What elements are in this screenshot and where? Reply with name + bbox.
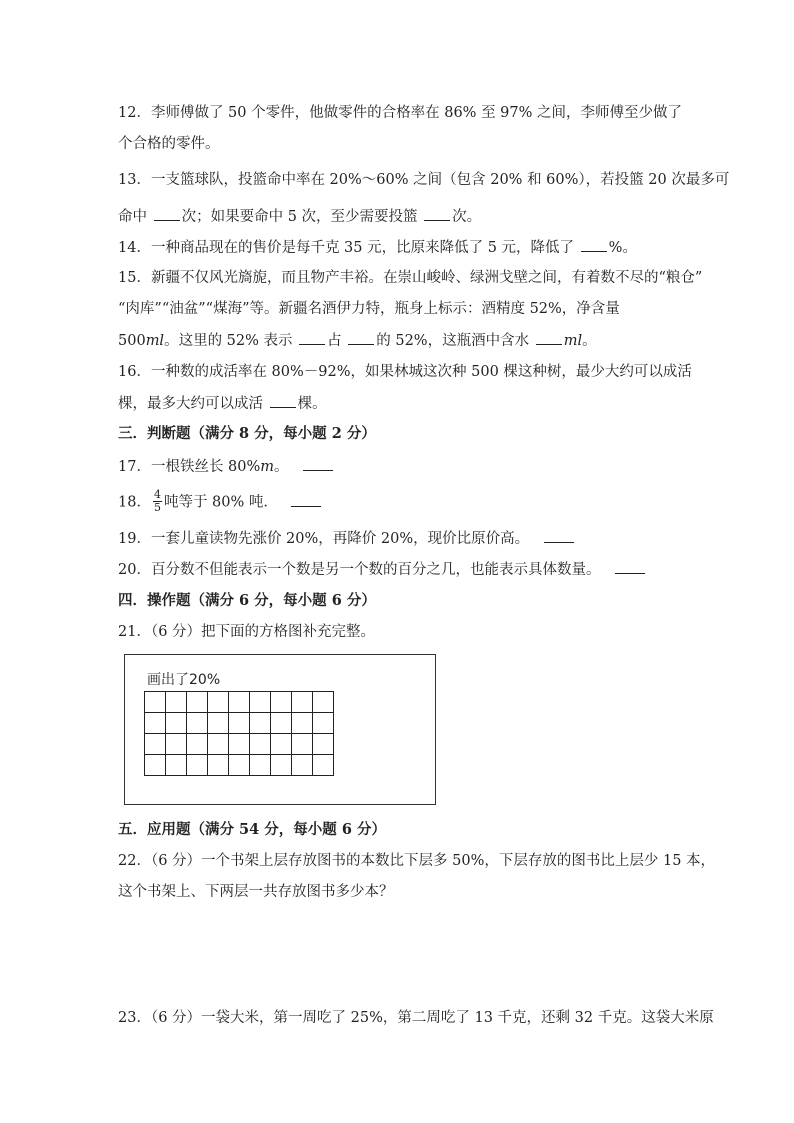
grid-cell[interactable] [271,713,292,734]
question-16-line1: 16．一种数的成活率在 80%－92%，如果林城这次种 500 棵这种树，最少大约可以成活 [118,364,692,380]
q16-text-a: 棵，最多大约可以成活 [118,396,263,412]
q19-text: 19．一套儿童读物先涨价 20%，再降价 20%，现价比原价高。 [118,531,530,547]
question-22-line1: 22．（6 分）一个书架上层存放图书的本数比下层多 50%，下层存放的图书比上层少 15 本， [118,853,716,869]
grid-caption: 画出了20% [147,672,221,688]
question-12-line2 [118,134,220,154]
q15-unit: ml [145,333,165,349]
answer-blank[interactable] [536,330,562,345]
answer-blank[interactable] [581,237,607,252]
q15-text-b: 。这里的 52% 表示 [164,333,293,349]
question-23-line1: 23．（6 分）一袋大米，第一周吃了 25%，第二周吃了 13 千克，还剩 32 千克。这袋大米原 [118,1010,714,1026]
question-14 [118,237,637,258]
grid-cell[interactable] [208,713,229,734]
grid-cell[interactable] [292,734,313,755]
grid-cell[interactable] [229,734,250,755]
answer-blank[interactable] [303,456,333,471]
grid-cell[interactable] [145,755,166,776]
fraction-denominator: 5 [153,501,161,514]
question-19 [118,528,576,549]
grid-cell[interactable] [166,713,187,734]
answer-blank[interactable] [291,492,321,507]
q13-text-c: 次。 [452,209,482,225]
grid-cell[interactable] [229,692,250,713]
fraction-numerator: 4 [153,488,161,501]
question-15-line3 [118,330,597,351]
grid-cell[interactable] [166,755,187,776]
grid-cell[interactable] [145,713,166,734]
grid-cell[interactable] [208,734,229,755]
square-grid[interactable] [144,691,334,777]
q15-text-d: 的 52%，这瓶酒中含水 [376,333,530,349]
question-17 [118,456,335,477]
grid-cell[interactable] [187,734,208,755]
grid-cell[interactable] [208,692,229,713]
answer-blank[interactable] [154,206,180,221]
question-21: 21．（6 分）把下面的方格图补充完整。 [118,624,376,640]
question-15-line1: 15．新疆不仅风光旖旎，而且物产丰裕。在崇山峻岭、绿洲戈壁之间，有着数不尽的“粮仓” [118,270,703,286]
grid-cell[interactable] [166,734,187,755]
grid-cell[interactable] [145,692,166,713]
grid-cell[interactable] [292,755,313,776]
question-12-text: 个合格的零件。 [118,136,220,152]
grid-cell[interactable] [313,713,334,734]
answer-blank[interactable] [615,559,645,574]
q18-text-b: 吨等于 80% 吨． [163,494,278,511]
q15-text-c: 占 [327,333,342,349]
answer-blank[interactable] [299,330,325,345]
grid-cell[interactable] [187,692,208,713]
q17-unit: m [260,459,275,475]
section-4-heading: 四．操作题（满分 6 分，每小题 6 分） [118,592,376,609]
q17-text-b: 。 [274,459,289,475]
question-20 [118,559,647,580]
answer-blank[interactable] [348,330,374,345]
question-16-line2 [118,393,327,414]
answer-blank[interactable] [270,393,296,408]
q20-text: 20．百分数不但能表示一个数是另一个数的百分之几，也能表示具体数量。 [118,562,601,578]
section-3-heading: 三．判断题（满分 8 分，每小题 2 分） [118,425,376,442]
grid-cell[interactable] [271,734,292,755]
grid-cell[interactable] [313,734,334,755]
q13-text-a: 命中 [118,209,147,225]
grid-cell[interactable] [250,713,271,734]
question-18 [118,490,323,515]
question-22-line2: 这个书架上、下两层一共存放图书多少本？ [118,884,394,900]
grid-cell[interactable] [229,755,250,776]
question-13-line2 [118,206,481,227]
q17-text-a: 17．一根铁丝长 80% [118,459,261,475]
grid-cell[interactable] [145,734,166,755]
q14-text-a: 14．一种商品现在的售价是每千克 35 元，比原来降低了 5 元，降低了 [118,240,575,256]
grid-cell[interactable] [271,755,292,776]
grid-cell[interactable] [229,713,250,734]
question-13-line1: 13．一支篮球队，投篮命中率在 20%～60% 之间（包含 20% 和 60%），若投篮 20 次最多可 [118,172,730,188]
q13-text-b: 次；如果要命中 5 次，至少需要投篮 [181,209,418,225]
grid-cell[interactable] [187,755,208,776]
q14-text-b: %。 [608,240,637,256]
q15-text-a: 500 [118,333,146,349]
grid-cell[interactable] [292,713,313,734]
q15-unit-2: ml [563,333,583,349]
fraction [153,489,162,514]
question-12-line1: 12．李师傅做了 50 个零件，他做零件的合格率在 86% 至 97% 之间，李师傅至少做了 [118,105,683,121]
grid-figure-box [124,654,436,805]
q16-text-b: 棵。 [297,396,327,412]
grid-cell[interactable] [313,692,334,713]
grid-cell[interactable] [208,755,229,776]
grid-cell[interactable] [166,692,187,713]
grid-cell[interactable] [250,755,271,776]
grid-cell[interactable] [187,713,208,734]
q15-text-e: 。 [582,333,597,349]
section-5-heading: 五．应用题（满分 54 分，每小题 6 分） [118,821,386,838]
grid-cell[interactable] [250,692,271,713]
answer-blank[interactable] [424,206,450,221]
grid-cell[interactable] [292,692,313,713]
question-15-line2: “肉库”“油盆”“煤海”等。新疆名酒伊力特，瓶身上标示：酒精度 52%，净含量 [118,301,620,317]
q18-text-a: 18． [118,494,151,511]
grid-cell[interactable] [271,692,292,713]
answer-blank[interactable] [544,528,574,543]
grid-cell[interactable] [313,755,334,776]
grid-cell[interactable] [250,734,271,755]
